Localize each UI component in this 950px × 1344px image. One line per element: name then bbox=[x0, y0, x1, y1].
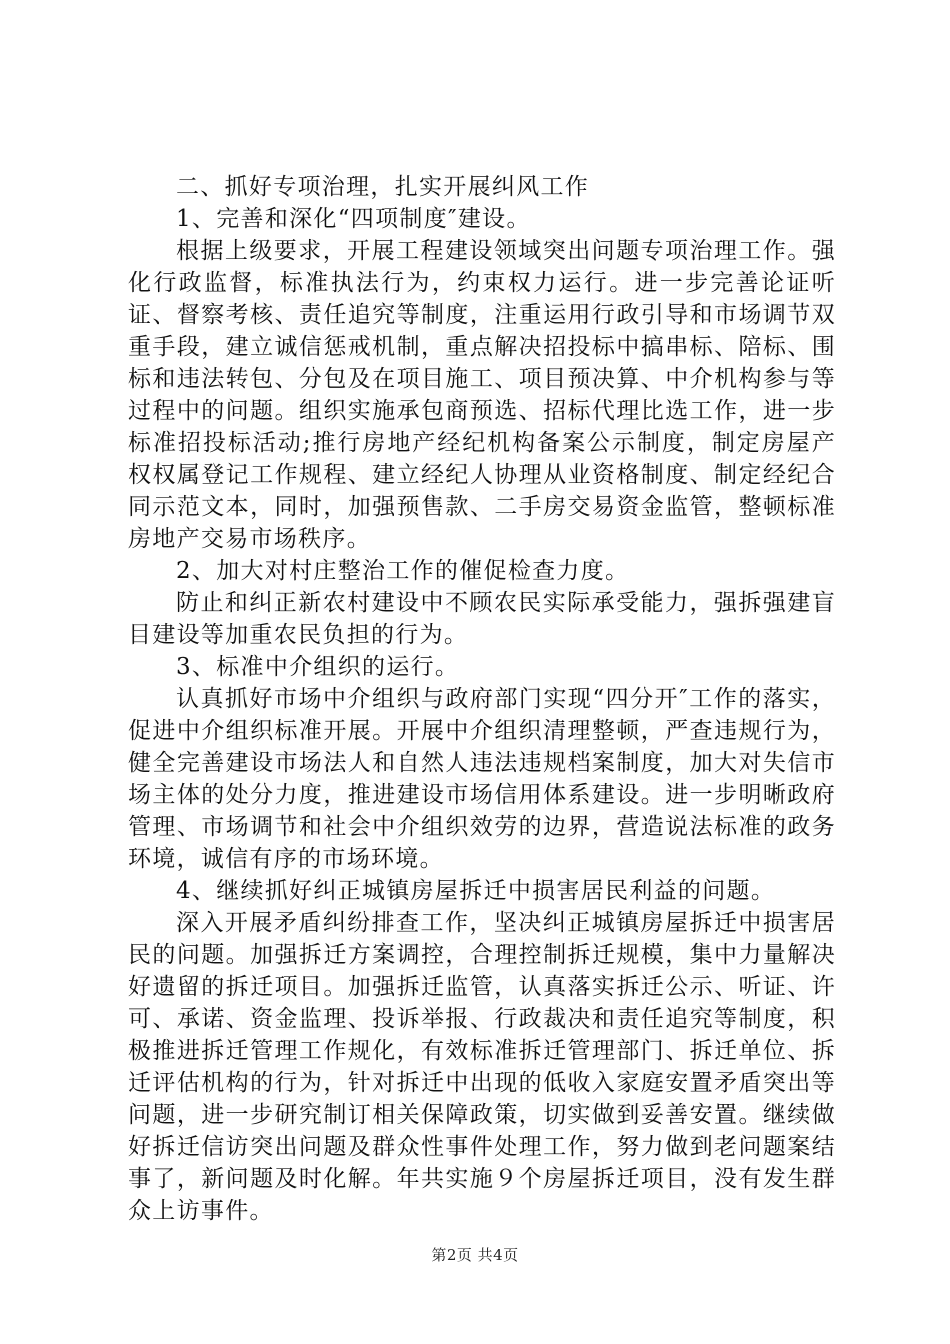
paragraph-2: 防止和纠正新农村建设中不顾农民实际承受能力，强拆强建盲目建设等加重农民负担的行为。 bbox=[128, 590, 836, 648]
paragraph-3: 认真抓好市场中介组织与政府部门实现“四分开″工作的落实，促进中介组织标准开展。开展中介组织清理整顿，严查违规行为，健全完善建设市场法人和自然人违法违规档案制度，加大对失信市场主体的处分力度，推进建设市场信用体系建设。进一步明晰政府管理、市场调节和社会中介组织效劳的边界，营造说法标准的政务环境，诚信有序的市场环境。 bbox=[128, 686, 836, 872]
paragraph-4: 深入开展矛盾纠纷排查工作，坚决纠正城镇房屋拆迁中损害居民的问题。加强拆迁方案调控，合理控制拆迁规模，集中力量解决好遗留的拆迁项目。加强拆迁监管，认真落实拆迁公示、听证、许可、承诺、资金监理、投诉举报、行政裁决和责任追究等制度，积极推进拆迁管理工作规化，有效标准拆迁管理部门、拆迁单位、拆迁评估机构的行为，针对拆迁中出现的低收入家庭安置矛盾突出等问题，进一步研究制订相关保障政策，切实做到妥善安置。继续做好拆迁信访突出问题及群众性事件处理工作，努力做到老问题案结事了，新问题及时化解。年共实施９个房屋拆迁项目，没有发生群众上访事件。 bbox=[128, 910, 836, 1224]
subsection-heading-1: 1、完善和深化“四项制度″建设。 bbox=[176, 206, 531, 232]
document-body bbox=[128, 171, 836, 1227]
page-number-footer: 第2页 共4页 bbox=[431, 1246, 519, 1264]
section-heading: 二、抓好专项治理，扎实开展纠风工作 bbox=[176, 174, 590, 200]
subsection-heading-3: 3、标准中介组织的运行。 bbox=[176, 654, 460, 680]
subsection-heading-4: 4、继续抓好纠正城镇房屋拆迁中损害居民利益的问题。 bbox=[176, 878, 776, 904]
paragraph-1: 根据上级要求，开展工程建设领域突出问题专项治理工作。强化行政监督，标准执法行为，约束权力运行。进一步完善论证听证、督察考核、责任追究等制度，注重运用行政引导和市场调节双重手段，建立诚信惩戒机制，重点解决招投标中搞串标、陪标、围标和违法转包、分包及在项目施工、项目预决算、中介机构参与等过程中的问题。组织实施承包商预选、招标代理比选工作，进一步标准招投标活动;推行房地产经纪机构备案公示制度，制定房屋产权权属登记工作规程、建立经纪人协理从业资格制度、制定经纪合同示范文本，同时，加强预售款、二手房交易资金监管，整顿标准房地产交易市场秩序。 bbox=[128, 238, 836, 552]
subsection-heading-2: 2、加大对村庄整治工作的催促检查力度。 bbox=[176, 558, 630, 584]
